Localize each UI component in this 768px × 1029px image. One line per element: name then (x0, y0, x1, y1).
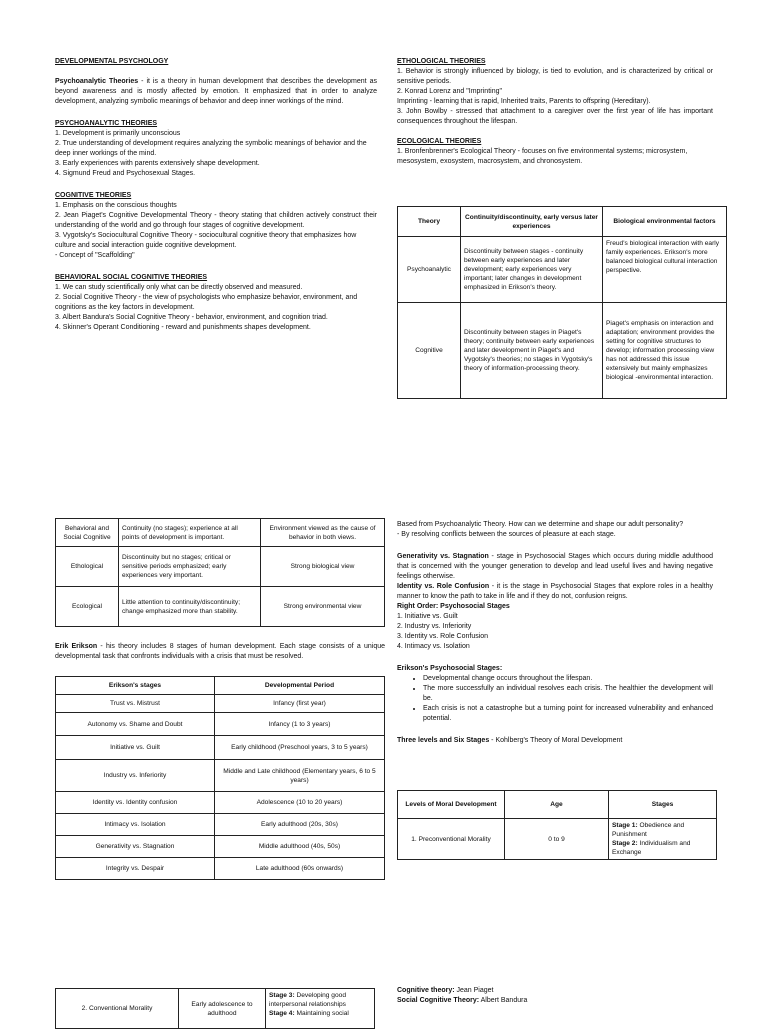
table-cell: Discontinuity between stages - continuity between early experiences and later development; early experiences very important; later changes in development emphasized in Erikson's theory. (461, 237, 603, 303)
list-item: 2. Industry vs. Inferiority (397, 623, 472, 630)
list-item: Imprinting - learning that is rapid, Inherited traits, Parents to offspring (Hereditary). (397, 98, 651, 105)
psychosocial-stages-heading: Erikson's Psychosocial Stages: (397, 665, 503, 672)
table-cell: 0 to 9 (505, 819, 609, 860)
column-header: Levels of Moral Development (398, 791, 505, 819)
psychoanalytic-list (55, 129, 377, 179)
table-cell: Piaget's emphasis on interaction and adaptation; environment provides the setting for cognitive structures to develop; information processing view has not addressed this issue extensively but mainly emphasizes biological -environmental interaction. (603, 303, 727, 399)
list-item: • Each crisis is not a catastrophe but a turning point for increased vulnerability and enhanced potential. (423, 704, 713, 724)
left-top-column (55, 57, 377, 333)
column-header: Erikson's stages (56, 677, 215, 695)
list-item: 4. Sigmund Freud and Psychosexual Stages. (55, 170, 196, 177)
table-cell: Industry vs. Inferiority (56, 760, 215, 792)
table-row (56, 760, 385, 792)
table-cell: Ecological (56, 587, 119, 627)
column-header: Theory (398, 207, 461, 237)
identity-paragraph: Identity vs. Role Confusion - it is the stage in Psychosocial Stages that explore roles in a healthy manner to know the path to take in life and if they do not, confusion reigns. (397, 583, 713, 600)
cognitive-theory-note: Cognitive theory: Jean Piaget (397, 987, 494, 994)
table-row (56, 736, 385, 760)
table-cell: Infancy (1 to 3 years) (215, 713, 385, 736)
table-cell: Infancy (first year) (215, 695, 385, 713)
table-cell: Environment viewed as the cause of behavior in both views. (261, 519, 385, 547)
list-item: 1. Emphasis on the conscious thoughts (55, 202, 177, 209)
table-row (56, 695, 385, 713)
right-order-heading: Right Order: Psychosocial Stages (397, 603, 510, 610)
table-cell: Generativity vs. Stagnation (56, 836, 215, 858)
table-cell: Trust vs. Mistrust (56, 695, 215, 713)
table-cell: Identity vs. Identity confusion (56, 792, 215, 814)
erik-erikson-paragraph: Erik Erikson - his theory includes 8 stages of human development. Each stage consists of a unique developmental task that confronts individuals with a crisis that must be resolved. (55, 643, 385, 660)
table-cell: Intimacy vs. Isolation (56, 814, 215, 836)
table-row (56, 547, 385, 587)
table-cell: Middle and Late childhood (Elementary years, 6 to 5 years) (215, 760, 385, 792)
table-row (56, 836, 385, 858)
page-title: DEVELOPMENTAL PSYCHOLOGY (55, 58, 169, 65)
table-row (56, 814, 385, 836)
table-cell: Initiative vs. Guilt (56, 736, 215, 760)
theory-comparison-table (397, 206, 727, 399)
erikson-stages-table (55, 676, 385, 880)
table-cell: Behavioral and Social Cognitive (56, 519, 119, 547)
table-row (398, 237, 727, 303)
table-cell: Discontinuity between stages in Piaget's theory; continuity between early experiences and later development in Piaget's and Vygotsky's theories; no stages in Vygotsky's theory of information-processing theory. (461, 303, 603, 399)
list-item: • The more successfully an individual resolves each crisis. The healthier the development will be. (423, 684, 713, 704)
ethological-heading: ETHOLOGICAL THEORIES (397, 58, 486, 65)
table-header-row (398, 791, 717, 819)
table-cell: Discontinuity but no stages; critical or sensitive periods emphasized; early experiences very important. (119, 547, 261, 587)
table-cell: 2. Conventional Morality (56, 989, 179, 1029)
table-cell: Early childhood (Preschool years, 3 to 5 years) (215, 736, 385, 760)
table-cell: Little attention to continuity/discontinuity; change emphasized more than stability. (119, 587, 261, 627)
list-item: 1. Initiative vs. Guilt (397, 613, 458, 620)
table-cell: Late adulthood (60s onwards) (215, 858, 385, 880)
ethological-list (397, 67, 713, 127)
list-item: 1. We can study scientifically only what can be directly observed and measured. (55, 284, 303, 291)
psychosocial-bullet-list (397, 674, 713, 724)
social-cognitive-note: Social Cognitive Theory: Albert Bandura (397, 997, 528, 1004)
list-item: 3. Identity vs. Role Confusion (397, 633, 489, 640)
behavioral-heading: BEHAVIORAL SOCIAL COGNITIVE THEORIES (55, 274, 208, 281)
list-item: 1. Behavior is strongly influenced by biology, is tied to evolution, and is characterized by critical or sensitive periods. (397, 68, 713, 85)
table-cell: Early adolescence to adulthood (179, 989, 266, 1029)
theorists-notes (397, 986, 713, 1006)
list-item: 4. Intimacy vs. Isolation (397, 643, 470, 650)
moral-development-table (397, 790, 717, 860)
ecological-heading: ECOLOGICAL THEORIES (397, 138, 482, 145)
table-cell: Strong environmental view (261, 587, 385, 627)
answer-text: - By resolving conflicts between the sources of pleasure at each stage. (397, 531, 616, 538)
table-cell: Ethological (56, 547, 119, 587)
question-text: Based from Psychoanalytic Theory. How can we determine and shape our adult personality? (397, 521, 684, 528)
list-item: 2. True understanding of development requires analyzing the symbolic meanings of behavior and the deep inner workings of the mind. (55, 140, 367, 157)
list-item: 3. Vygotsky's Sociocultural Cognitive Theory - sociocultural cognitive theory that emphasizes how culture and social interaction guide cognitive development. (55, 232, 357, 249)
table-row (56, 587, 385, 627)
table-cell: Autonomy vs. Shame and Doubt (56, 713, 215, 736)
psychoanalytic-heading: PSYCHOANALYTIC THEORIES (55, 120, 158, 127)
list-item: 2. Konrad Lorenz and "Imprinting" (397, 88, 502, 95)
list-item: 4. Skinner's Operant Conditioning - reward and punishments shapes development. (55, 324, 311, 331)
table-header-row (398, 207, 727, 237)
table-row (398, 819, 717, 860)
table-cell: Stage 1: Obedience and Punishment Stage 2: Individualism and Exchange (609, 819, 717, 860)
table-cell: Continuity (no stages); experience at all points of development is important. (119, 519, 261, 547)
behavioral-list (55, 283, 377, 333)
table-cell: Freud's biological interaction with early family experiences. Erikson's more balanced biological cultural interaction perspective. (603, 237, 727, 303)
table-row (56, 519, 385, 547)
list-item: 2. Jean Piaget's Cognitive Developmental Theory - theory stating that children actively construct their understanding of the world and go through four stages of cognitive development. (55, 212, 377, 229)
list-item: • Developmental change occurs throughout the lifespan. (423, 674, 713, 684)
column-header: Developmental Period (215, 677, 385, 695)
right-bottom-column (397, 520, 713, 746)
list-item: - Concept of "Scaffolding" (55, 252, 135, 259)
theory-continuation-table (55, 518, 385, 627)
table-cell: Strong biological view (261, 547, 385, 587)
table-cell: 1. Preconventional Morality (398, 819, 505, 860)
right-top-column (397, 57, 713, 167)
moral-development-heading: Three levels and Six Stages - Kohlberg's Theory of Moral Development (397, 737, 623, 744)
list-item: 3. John Bowlby - stressed that attachment to a caregiver over the first year of life has important consequences throughout the lifespan. (397, 108, 713, 125)
table-row (56, 792, 385, 814)
generativity-paragraph: Generativity vs. Stagnation - stage in Psychosocial Stages which occurs during middle adulthood that is concerned with the younger generation to develop and lead useful lives and having negative feelings otherwise. (397, 553, 714, 580)
list-item: 2. Social Cognitive Theory - the view of psychologists who emphasize behavior, environment, and cognitions as the key factors in development. (55, 294, 358, 311)
table-row (398, 303, 727, 399)
table-cell: Middle adulthood (40s, 50s) (215, 836, 385, 858)
list-item: 1. Development is primarily unconscious (55, 130, 181, 137)
list-item: 3. Early experiences with parents extensively shape development. (55, 160, 260, 167)
cognitive-heading: COGNITIVE THEORIES (55, 192, 132, 199)
column-header: Continuity/discontinuity, early versus later experiences (461, 207, 603, 237)
list-item: 3. Albert Bandura's Social Cognitive Theory - behavior, environment, and cognition triad. (55, 314, 328, 321)
column-header: Stages (609, 791, 717, 819)
column-header: Age (505, 791, 609, 819)
table-row (56, 989, 375, 1029)
table-cell: Stage 3: Developing good interpersonal relationships Stage 4: Maintaining social (266, 989, 375, 1029)
table-header-row (56, 677, 385, 695)
table-cell: Early adulthood (20s, 30s) (215, 814, 385, 836)
cognitive-list (55, 201, 377, 261)
table-cell: Integrity vs. Despair (56, 858, 215, 880)
moral-development-table-continued (55, 988, 375, 1029)
column-header: Biological environmental factors (603, 207, 727, 237)
list-item: 1. Bronfenbrenner's Ecological Theory - focuses on five environmental systems; microsystem, mesosystem, exosystem, macrosystem, and chronosystem. (397, 148, 688, 165)
psychoanalytic-intro: Psychoanalytic Theories - it is a theory in human development that describes the development as beyond awareness and is mostly affected by emotion. It emphasized that in order to analyze development, analyzing symbolic meanings of behavior and deep inner workings of the mind. (55, 78, 377, 105)
table-cell: Psychoanalytic (398, 237, 461, 303)
table-row (56, 858, 385, 880)
table-cell: Cognitive (398, 303, 461, 399)
table-cell: Adolescence (10 to 20 years) (215, 792, 385, 814)
table-row (56, 713, 385, 736)
